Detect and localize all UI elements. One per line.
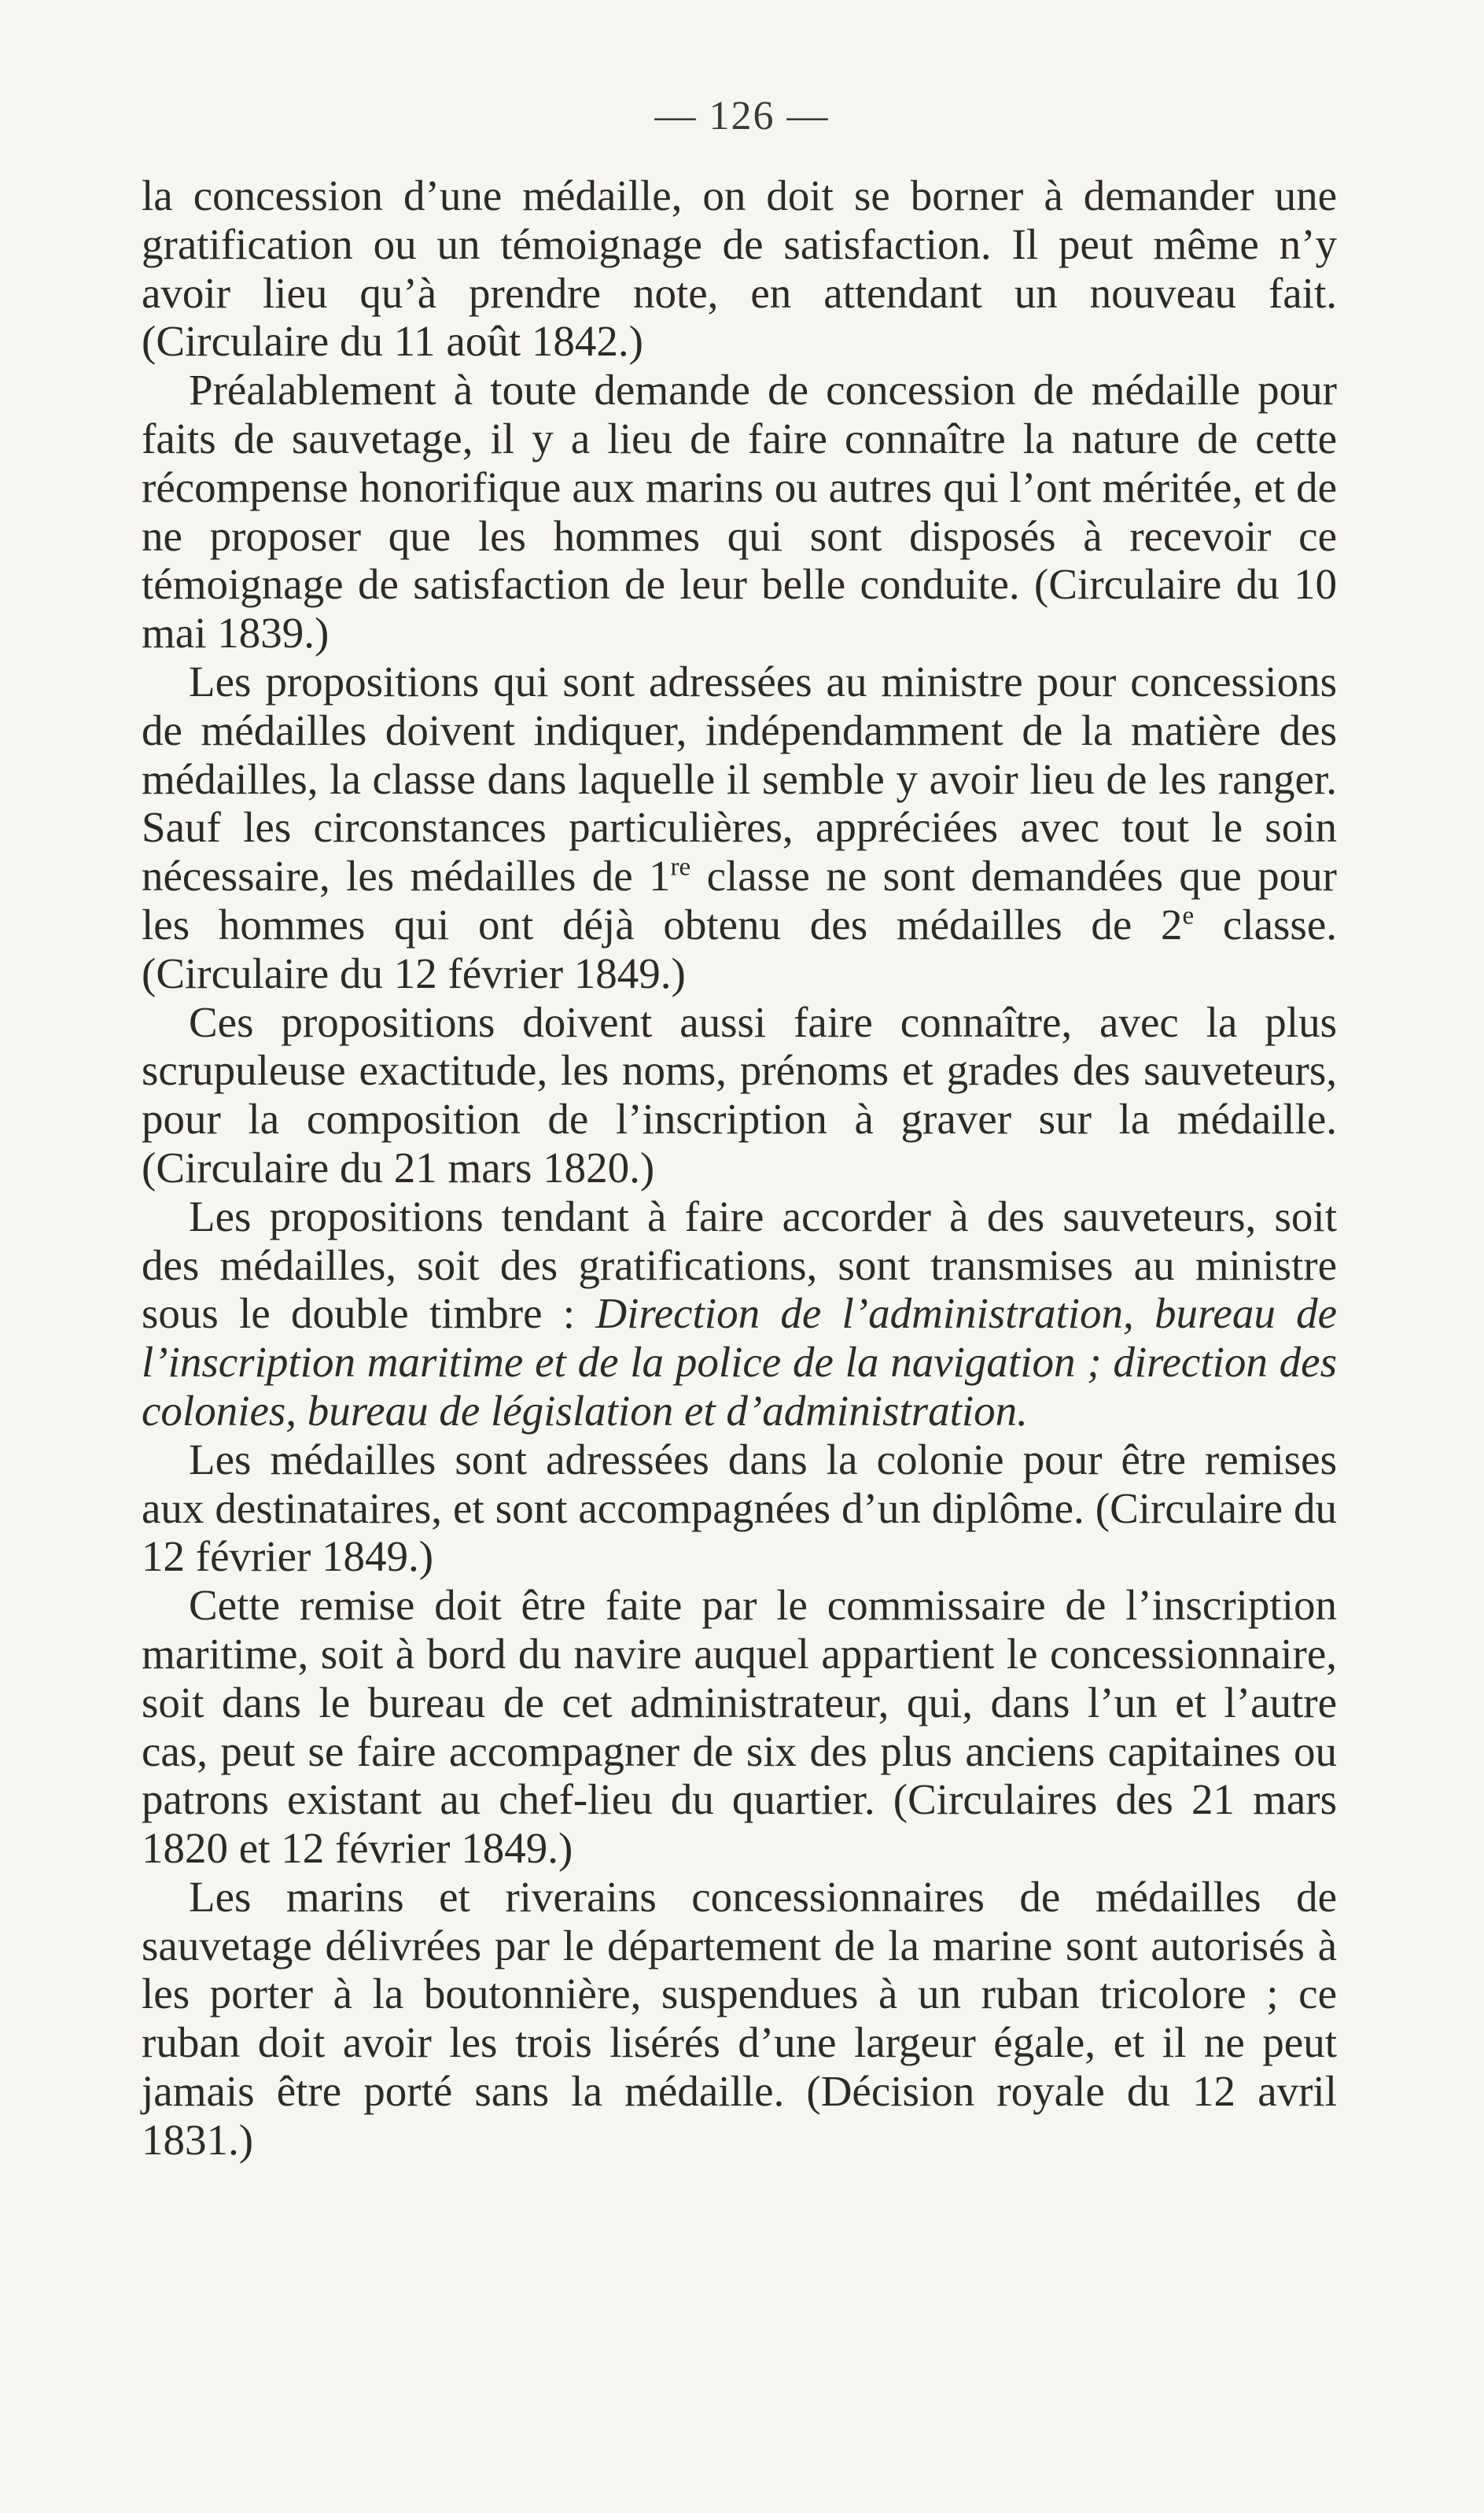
paragraph-5 — [142, 1192, 1337, 1435]
paragraph-5-part-a: Les propositions tendant à faire accorder à des sauveteurs, soit des médailles, soit des gratifications, sont transmises au ministre sous le double timbre : — [142, 1192, 1337, 1338]
superscript-second-class: e — [1182, 901, 1195, 930]
paragraph-3 — [142, 658, 1337, 998]
superscript-first-class: re — [670, 853, 691, 882]
paragraph-5-italic: Direction de l’administration, bureau de l’inscription maritime et de la police de la navigation ; direction des colonies, bureau de législation et d’administration. — [142, 1289, 1338, 1435]
paragraph-6: Les médailles sont adressées dans la colonie pour être remises aux destinataires, et sont accompagnées d’un diplôme. (Circulaire du 12 février 1849.) — [142, 1435, 1337, 1581]
paragraph-8: Les marins et riverains concessionnaires de médailles de sauvetage délivrées par le département de la marine sont autorisés à les porter à la boutonnière, suspendues à un ruban tricolore ; ce ruban doit avoir les trois lisérés d’une largeur égale, et il ne peut jamais être porté sans la médaille. (Décision royale du 12 avril 1831.) — [142, 1872, 1337, 2164]
page-number: — 126 — — [654, 94, 830, 138]
paragraph-3-part-b: classe ne sont demandées que pour les hommes qui ont déjà obtenu des médailles de 2 — [142, 852, 1337, 949]
paragraph-3-part-a: Les propositions qui sont adressées au ministre pour concessions de médailles doivent indiquer, indépendamment de la matière des médailles, la classe dans laquelle il semble y avoir lieu de les ranger. Sauf les circonstances particulières, appréciées avec tout le soin nécessaire, les médailles de 1 — [142, 657, 1337, 901]
paragraph-3-part-c: classe. (Circulaire du 12 février 1849.) — [142, 900, 1337, 997]
paragraph-2: Préalablement à toute demande de concession de médaille pour faits de sauvetage, il y a lieu de faire connaître la nature de cette récompense honorifique aux marins ou autres qui l’ont méritée, et de ne proposer que les hommes qui sont disposés à recevoir ce témoignage de satisfaction de leur belle conduite. (Circulaire du 10 mai 1839.) — [142, 366, 1337, 658]
paragraph-4: Ces propositions doivent aussi faire connaître, avec la plus scrupuleuse exactitude, les noms, prénoms et grades des sauveteurs, pour la composition de l’inscription à graver sur la médaille. (Circulaire du 21 mars 1820.) — [142, 997, 1337, 1192]
paragraph-1: la concession d’une médaille, on doit se borner à demander une gratification ou un témoignage de satisfaction. Il peut même n’y avoir lieu qu’à prendre note, en attendant un nouveau fait. (Circulaire du 11 août 1842.) — [142, 171, 1337, 366]
paragraph-7: Cette remise doit être faite par le commissaire de l’inscription maritime, soit à bord du navire auquel appartient le concessionnaire, soit dans le bureau de cet administrateur, qui, dans l’un et l’autre cas, peut se faire accompagner de six des plus anciens capitaines ou patrons existant au chef-lieu du quartier. (Circulaires des 21 mars 1820 et 12 février 1849.) — [142, 1581, 1337, 1873]
body-text — [142, 171, 1337, 2165]
